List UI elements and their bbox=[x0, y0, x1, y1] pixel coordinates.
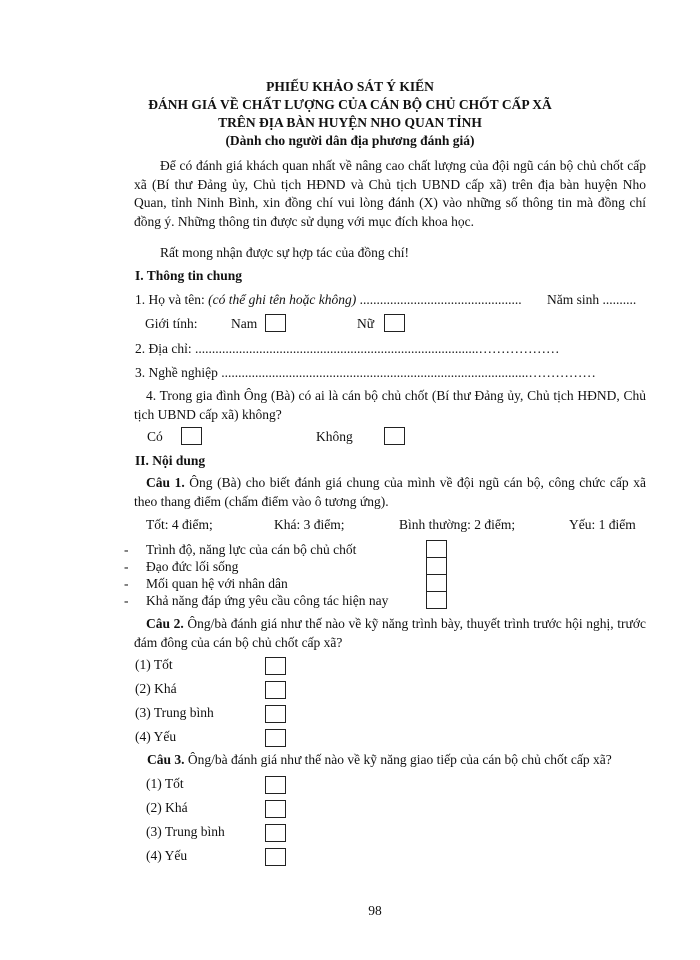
scale-weak: Yếu: 1 điểm bbox=[569, 517, 636, 532]
q2-option-fair: (2) Khá bbox=[135, 681, 177, 696]
survey-title-line3: TRÊN ĐỊA BÀN HUYỆN NHO QUAN TỈNH bbox=[218, 115, 482, 130]
q3-option-average: (3) Trung bình bbox=[146, 824, 225, 839]
survey-subtitle: (Dành cho người dân địa phương đánh giá) bbox=[225, 133, 475, 148]
gender-male-label: Nam bbox=[231, 316, 258, 331]
question-2-text: Ông/bà đánh giá như thế nào về kỹ năng trình bày, thuyết trình trước hội nghị, trước đám đông của cán bộ chủ chốt cấp xã? bbox=[134, 616, 646, 650]
q3-option-good: (1) Tốt bbox=[146, 776, 184, 791]
q2-option-average: (3) Trung bình bbox=[135, 705, 214, 720]
q1-item-capability: Khả năng đáp ứng yêu cầu công tác hiện nay bbox=[146, 593, 389, 608]
section2-heading: II. Nội dung bbox=[135, 453, 206, 468]
answer-yes-checkbox[interactable] bbox=[181, 427, 202, 445]
intro-thanks: Rất mong nhận được sự hợp tác của đồng chí! bbox=[160, 245, 409, 260]
address-field[interactable]: 2. Địa chỉ: ....................................................................................……………… bbox=[135, 341, 560, 356]
q2-checkbox-average[interactable] bbox=[265, 705, 286, 723]
q3-checkbox-average[interactable] bbox=[265, 824, 286, 842]
section1-heading: I. Thông tin chung bbox=[135, 268, 243, 283]
question-1-text: Ông (Bà) cho biết đánh giá chung của mình về đội ngũ cán bộ, công chức cấp xã theo thang điểm (chấm điểm vào ô tương ứng). bbox=[134, 475, 646, 509]
survey-title: PHIẾU KHẢO SÁT Ý KIẾN bbox=[266, 79, 434, 94]
question-2 bbox=[134, 615, 646, 652]
scale-fair: Khá: 3 điểm; bbox=[274, 517, 345, 532]
intro-paragraph: Để có đánh giá khách quan nhất về nâng cao chất lượng của đội ngũ cán bộ chủ chốt cấp xã (Bí thư Đảng ủy, Chủ tịch HĐND và Chủ tịch UBND cấp xã) trên địa bàn huyện Nho Quan, tỉnh Ninh Bình, xin đồng chí vui lòng đánh (X) vào những số thông tin mà đồng chí đồng ý. Những thông tin được sử dụng với mục đích khoa học. bbox=[134, 158, 646, 229]
question-family-official: 4. Trong gia đình Ông (Bà) có ai là cán bộ chủ chốt (Bí thư Đảng ủy, Chủ tịch HĐND, Chủ tịch UBND cấp xã) không? bbox=[134, 388, 646, 422]
q2-checkbox-weak[interactable] bbox=[265, 729, 286, 747]
q1-score-boxes bbox=[426, 540, 447, 609]
gender-male-checkbox[interactable] bbox=[265, 314, 286, 332]
question-2-label: Câu 2. bbox=[146, 616, 184, 631]
q2-checkbox-good[interactable] bbox=[265, 657, 286, 675]
scale-average: Bình thường: 2 điểm; bbox=[399, 517, 516, 532]
q1-score-box-ethics[interactable] bbox=[427, 558, 446, 575]
q2-option-good: (1) Tốt bbox=[135, 657, 173, 672]
gender-female-label: Nữ bbox=[357, 316, 375, 331]
q1-score-box-capability[interactable] bbox=[427, 592, 446, 608]
question-3 bbox=[147, 752, 612, 768]
question-3-text: Ông/bà đánh giá như thế nào về kỹ năng giao tiếp của cán bộ chủ chốt cấp xã? bbox=[184, 752, 612, 767]
question-1-label: Câu 1. bbox=[146, 475, 185, 490]
q3-option-fair: (2) Khá bbox=[146, 800, 188, 815]
q3-checkbox-good[interactable] bbox=[265, 776, 286, 794]
answer-no-label: Không bbox=[316, 429, 353, 444]
q2-option-weak: (4) Yếu bbox=[135, 729, 177, 744]
question-3-label: Câu 3. bbox=[147, 752, 185, 767]
name-dots: ................................................ bbox=[359, 292, 522, 307]
survey-title-line2: ĐÁNH GIÁ VỀ CHẤT LƯỢNG CỦA CÁN BỘ CHỦ CHỐT CẤP XÃ bbox=[148, 97, 552, 112]
answer-yes-label: Có bbox=[147, 429, 163, 444]
answer-no-checkbox[interactable] bbox=[384, 427, 405, 445]
q3-checkbox-weak[interactable] bbox=[265, 848, 286, 866]
q3-checkbox-fair[interactable] bbox=[265, 800, 286, 818]
q2-checkbox-fair[interactable] bbox=[265, 681, 286, 699]
birth-year-field[interactable]: Năm sinh .......... bbox=[547, 292, 637, 307]
q1-score-box-relations[interactable] bbox=[427, 575, 446, 592]
page-number: 98 bbox=[368, 903, 382, 918]
question-1 bbox=[134, 474, 646, 511]
name-hint: (có thể ghi tên hoặc không) bbox=[208, 292, 357, 307]
q1-score-box-competence[interactable] bbox=[427, 541, 446, 558]
scale-good: Tốt: 4 điểm; bbox=[146, 517, 213, 532]
q1-item-ethics: Đạo đức lối sống bbox=[146, 559, 239, 574]
q3-option-weak: (4) Yếu bbox=[146, 848, 188, 863]
gender-label: Giới tính: bbox=[145, 316, 198, 331]
occupation-field[interactable]: 3. Nghề nghiệp ...........................................................................................…………… bbox=[135, 365, 596, 380]
q1-item-competence: Trình độ, năng lực của cán bộ chủ chốt bbox=[146, 542, 357, 557]
name-row bbox=[135, 292, 522, 308]
name-label: 1. Họ và tên: bbox=[135, 292, 205, 307]
gender-female-checkbox[interactable] bbox=[384, 314, 405, 332]
q1-item-relations: Mối quan hệ với nhân dân bbox=[146, 576, 288, 591]
